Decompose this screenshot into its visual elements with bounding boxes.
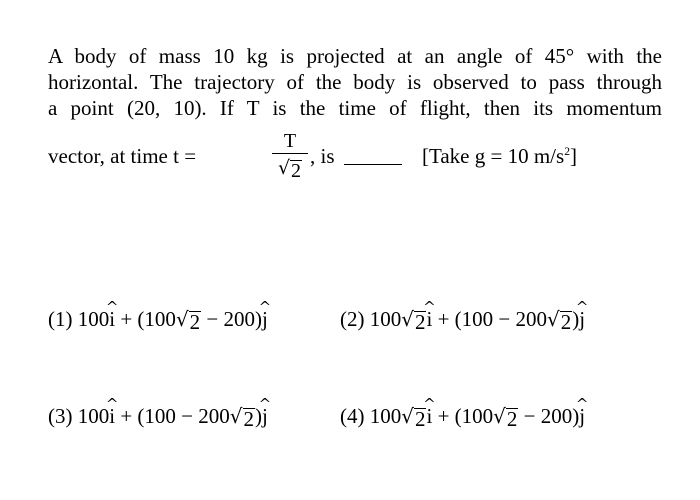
- option-3[interactable]: (3) 100i ^ + (100 − 200 √ 2 )j ^: [48, 404, 268, 430]
- time-prefix: vector, at time t =: [48, 144, 197, 168]
- sqrt-symbol: √ 2: [229, 404, 254, 431]
- sqrt-symbol: √ 2: [401, 307, 426, 334]
- question-line-1: A body of mass 10 kg is projected at an angle of 45° with the: [48, 44, 662, 68]
- answer-blank: [344, 146, 402, 171]
- sqrt-symbol: √ 2: [493, 404, 518, 431]
- sqrt-symbol: √ 2: [401, 404, 426, 431]
- option-4[interactable]: (4) 100 √ 2 i ^ + (100 √ 2 − 200)j ^: [340, 404, 585, 430]
- option-2[interactable]: (2) 100 √ 2 i ^ + (100 − 200 √ 2 )j ^: [340, 307, 585, 333]
- sqrt-symbol: √ 2: [277, 157, 302, 182]
- question-line-2: horizontal. The trajectory of the body is observed to pass through: [48, 70, 662, 94]
- is-text: , is: [310, 144, 335, 168]
- take-note: [Take g = 10 $m/s^2$]: [422, 144, 577, 168]
- time-fraction: [270, 130, 310, 181]
- fraction-numerator: T: [283, 130, 297, 152]
- sqrt-symbol: √ 2: [175, 307, 201, 334]
- fraction-denominator: [270, 156, 310, 181]
- sqrt-symbol: √ 2: [547, 307, 572, 334]
- fraction-bar: [272, 153, 308, 154]
- option-1[interactable]: (1) 100i ^ + (100 √ 2 − 200)j ^: [48, 307, 268, 333]
- question-line-3: a point (20, 10). If T is the time of flight, then its momentum: [48, 96, 662, 120]
